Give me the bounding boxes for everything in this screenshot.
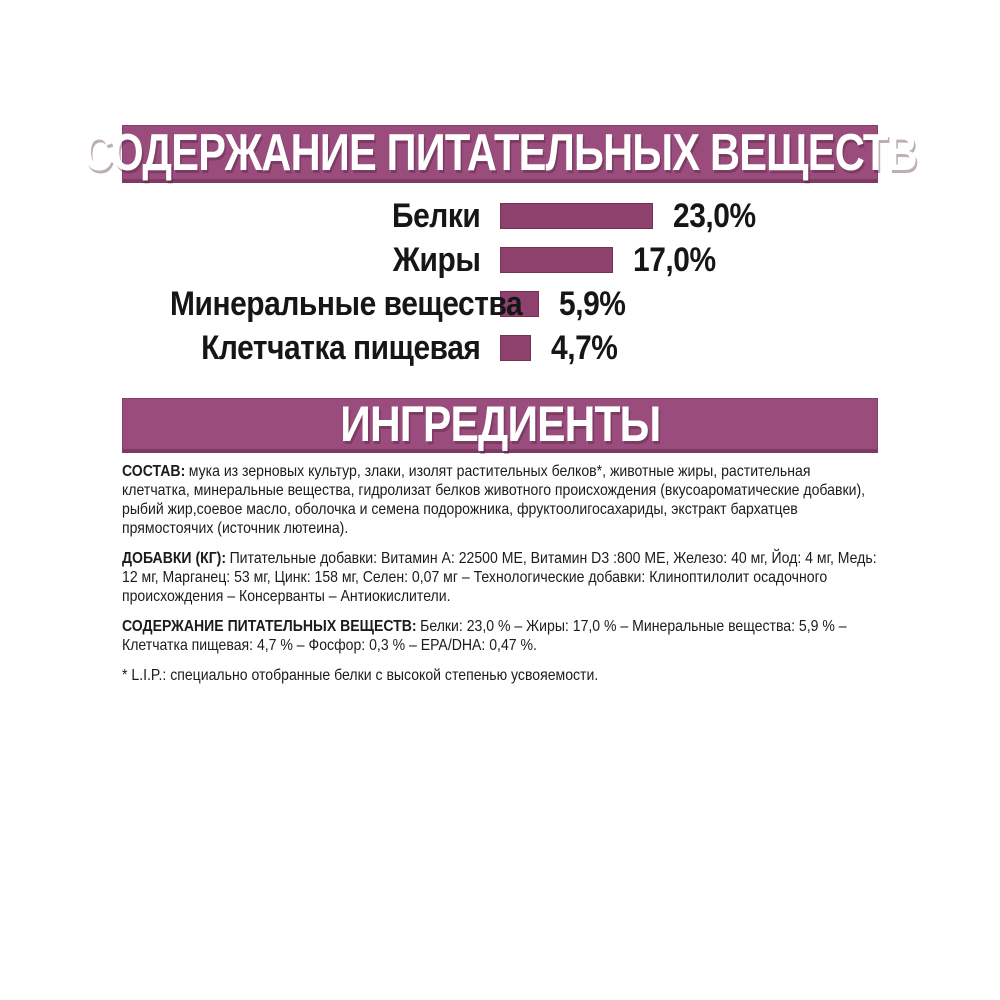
paragraph-composition-text: мука из зерновых культур, злаки, изолят растительных белков*, животные жиры, растительная клетчатка, минеральные вещества, гидролизат белков животного происхождения (вкусоароматические добавки), рыбий жир,соевое масло, оболочка и семена подорожника, фруктоолигосахариды, экстракт бархатцев прямостоячих (источник лютеина). [122, 463, 866, 537]
paragraph-nutrient-content [122, 617, 878, 655]
bar-value-fiber: 4,7% [551, 328, 618, 367]
nutrients-header-band [83, 123, 917, 183]
bar-value-minerals: 5,9% [559, 284, 626, 323]
nutrients-header-title: СОДЕРЖАНИЕ ПИТАТЕЛЬНЫХ ВЕЩЕСТВ [83, 123, 917, 182]
bar-label-fats: Жиры [392, 240, 480, 279]
chart-row-proteins [122, 194, 878, 238]
paragraph-nutrient-content-text: Белки: 23,0 % – Жиры: 17,0 % – Минеральные вещества: 5,9 % – Клетчатка пищевая: 4,7 % – Фосфор: 0,3 % – EPA/DHA: 0,47 %. [122, 618, 847, 654]
ingredients-text-block [122, 462, 878, 696]
paragraph-nutrient-content-lead: СОДЕРЖАНИЕ ПИТАТЕЛЬНЫХ ВЕЩЕСТВ: [122, 618, 417, 635]
ingredients-header-title: ИНГРЕДИЕНТЫ [339, 396, 661, 452]
bar-label-fiber: Клетчатка пищевая [200, 328, 480, 367]
paragraph-additives-text: Питательные добавки: Витамин A: 22500 МЕ, Витамин D3 :800 МЕ, Железо: 40 мг, Йод: 4 мг, Медь: 12 мг, Марганец: 53 мг, Цинк: 158 мг, Селен: 0,07 мг – Технологические добавки: Клиноптилолит осадочного происхождения – Консерванты – Антиокислители. [122, 550, 877, 605]
bar-fats [500, 247, 613, 273]
paragraph-lip-footnote [122, 666, 878, 685]
paragraph-additives-lead: ДОБАВКИ (КГ): [122, 550, 227, 567]
bar-label-proteins: Белки [391, 196, 480, 235]
paragraph-additives [122, 549, 878, 606]
paragraph-composition [122, 462, 878, 538]
paragraph-lip-footnote-text: * L.I.P.: специально отобранные белки с высокой степенью усвояемости. [122, 667, 599, 684]
ingredients-header-band [122, 398, 878, 453]
bar-value-proteins: 23,0% [673, 196, 756, 235]
paragraph-composition-lead: СОСТАВ: [122, 463, 186, 480]
bar-proteins [500, 203, 653, 229]
chart-row-fats [122, 238, 878, 282]
bar-label-minerals: Минеральные вещества [170, 284, 523, 323]
bar-fiber [500, 335, 531, 361]
nutrient-bar-chart [122, 194, 878, 370]
chart-row-minerals [122, 282, 878, 326]
chart-row-fiber [122, 326, 878, 370]
bar-value-fats: 17,0% [633, 240, 716, 279]
